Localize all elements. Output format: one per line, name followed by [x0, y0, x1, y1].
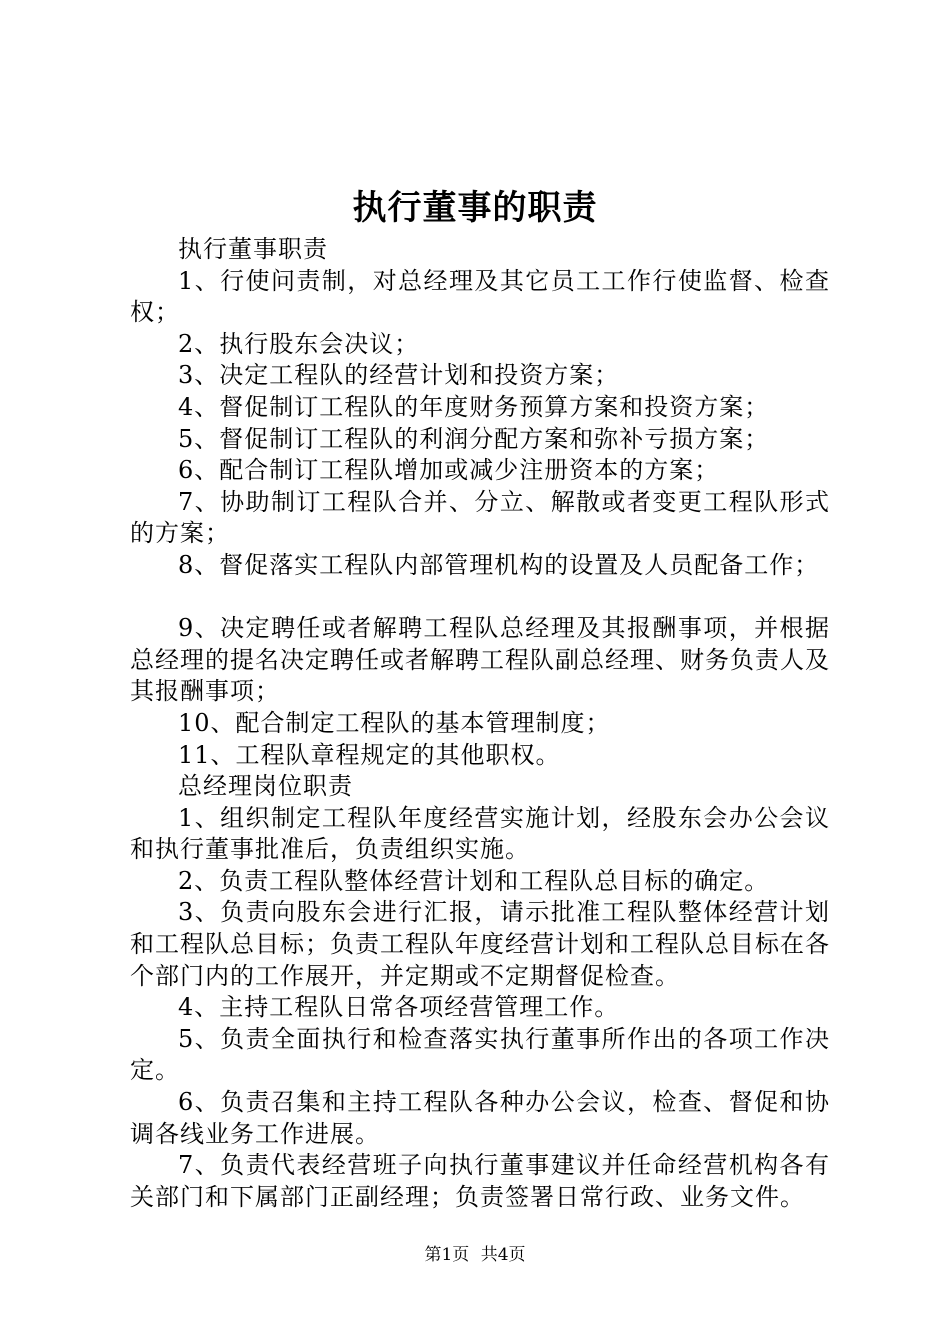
- paragraph: 11、工程队章程规定的其他职权。: [178, 740, 561, 769]
- page-total: 共4页: [480, 1245, 526, 1265]
- paragraph: 5、负责全面执行和检查落实执行董事所作出的各项工作决定。: [130, 1024, 830, 1085]
- paragraph: 6、配合制订工程队增加或减少注册资本的方案；: [178, 456, 720, 485]
- page-number: 第1页: [424, 1245, 470, 1265]
- paragraph: 1、行使问责制，对总经理及其它员工工作行使监督、检查权；: [130, 266, 830, 327]
- paragraph: 9、决定聘任或者解聘工程队总经理及其报酬事项，并根据总经理的提名决定聘任或者解聘工程队副总经理、财务负责人及其报酬事项；: [130, 614, 830, 706]
- paragraph: 4、督促制订工程队的年度财务预算方案和投资方案；: [178, 392, 770, 421]
- section-heading: 总经理岗位职责: [178, 772, 353, 801]
- page-footer: [0, 1243, 950, 1267]
- section-heading: 执行董事职责: [178, 235, 328, 263]
- paragraph: 6、负责召集和主持工程队各种办公会议，检查、督促和协调各线业务工作进展。: [130, 1088, 830, 1148]
- paragraph: 7、负责代表经营班子向执行董事建议并任命经营机构各有关部门和下属部门正副经理；负责签署日常行政、业务文件。: [130, 1151, 830, 1211]
- paragraph: 7、协助制订工程队合并、分立、解散或者变更工程队形式的方案；: [130, 487, 830, 548]
- paragraph: 2、执行股东会决议；: [178, 329, 420, 358]
- document-body: [130, 234, 830, 1213]
- paragraph: 3、负责向股东会进行汇报，请示批准工程队整体经营计划和工程队总目标；负责工程队年度经营计划和工程队总目标在各个部门内的工作展开，并定期或不定期督促检查。: [130, 898, 830, 990]
- paragraph: 2、负责工程队整体经营计划和工程队总目标的确定。: [178, 866, 770, 895]
- paragraph: 1、组织制定工程队年度经营实施计划，经股东会办公会议和执行董事批准后，负责组织实施。: [130, 803, 830, 864]
- paragraph: 10、配合制定工程队的基本管理制度；: [178, 708, 611, 737]
- paragraph: 3、决定工程队的经营计划和投资方案；: [178, 361, 620, 390]
- paragraph: 8、督促落实工程队内部管理机构的设置及人员配备工作；: [178, 550, 820, 579]
- document-title: 执行董事的职责: [352, 188, 598, 228]
- paragraph: 4、主持工程队日常各项经营管理工作。: [178, 993, 620, 1022]
- paragraph: 5、督促制订工程队的利润分配方案和弥补亏损方案；: [178, 424, 770, 453]
